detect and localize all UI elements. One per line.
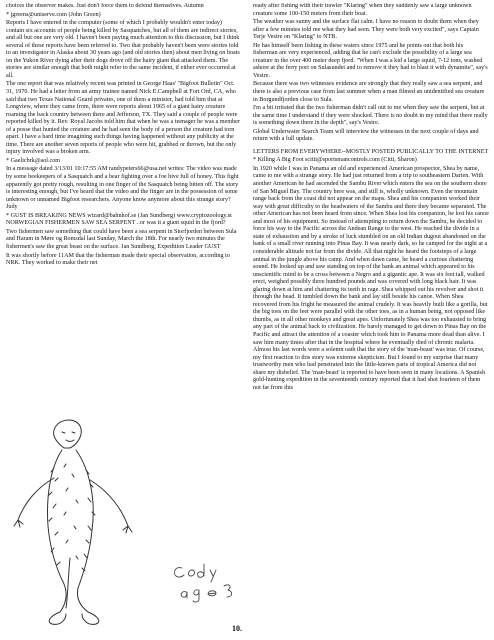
paragraph: It was shortly before 11AM that the fisherman made their special observation, according to NRK. They worked to make their net	[6, 252, 230, 267]
paragraph: Global Underwater Search Team will interview the witnesses in the next couple of days and return with a full update.	[253, 128, 479, 143]
paragraph: In a message dated 3/13/01 10:17:55 AM randypeters66@usa.net writes: The video was made by some beekeepers of a Sasquatch and a bear fighting over a foe hive full of honey. This fight apparently got pretty rough, resulting in one finger of the Sasquatch being bitten off. The story is interesting enough, but I've heard that the video and the finger are in the possession of some unknown or unnamed Bigfoot researchers. Anyone know anymore about this strange story? Judy	[6, 166, 239, 211]
paragraph: The weather was sunny and the surface flat calm. I have no reason to doubt them when they after a few minutes told me what they had seen. They were both very excited", says Captain Terje Vestre on "Klaring" to NTB.	[253, 19, 479, 41]
paragraph: * jgreens@uniserve.com (John Green)	[6, 11, 101, 18]
paragraph: Two fishermen saw something that could have been a sea serpent in Storfjorden between Sula and Haram in Møre og Romsdal last Sunday, March the 18th. For nearly two minutes the fishermen's saw the great beast on the surface. Jan Sundberg, Expedition Leader GUST	[6, 228, 237, 250]
left-text-column	[6, 3, 241, 411]
paragraph: Reports I have entered in the computer (some of which I probably wouldn't enter today) contain six accounts of people being killed by Sasquatches, but all of them are indirect stories, and all but one are very old. I haven't been paying much attention to this discussion, but I think several of these reports have been referred to. Two that probably haven't been were stories told to an investigator in Alaska about 30 years ago (and old stories then) about men living on boats on the Yukon River dying after their dogs drove off the hairy giant that attacked them. The stories are similar enough that both might refer to the same incident, if either ever occurred at all.	[6, 20, 240, 79]
paragraph: choices the observer makes. Just don't force them to defend themselves. Autumn	[6, 3, 204, 9]
paragraph: ready after fishing with their trawler "Klaring" when they suddenly saw a large unknown creature some 100-150 meters from their boat.	[253, 3, 472, 17]
right-text-column	[253, 3, 489, 635]
paragraph: * Killing A Big Foot scitti@sportsmancontrols.com (Citti, Sharon)	[253, 157, 417, 164]
section-heading: LETTERS FROM EVERYWHERE--MOSTLY POSTED PUBLICALLY TO THE INTERNET	[253, 148, 489, 155]
paragraph: In 1920 while I was in Panama an old and experienced American prospector, Shea by name, came to me with a strange story. He had just returned from a trip to southeastern Darien. With another American he had ascended the Sambu River which enters the sea on the southern shore of San Miguel Bay. The country here was, and still is, wholly unknown. Even the mountain range back from the coast did not appear on the maps. Shea and his companion worked their way with great difficulty to the headwaters of the Sambu and there they became separated. The other American has not been heard from since. When Shea lost his companion, he lost his canoe and most of his equipment. So instead of attempting to return down the Sambu, he decided to force his way to the Pacific across the Andean Range to the west. He reached the divide in a state of exhaustion and by a stroke of luck stumbled on an old Indian dugout abandoned on the bank of a small river running into Pinas Bay. It was nearly dark, so he camped for the night at a considerable altitude not far from the divide. All that night he heard the footsteps of a large animal in the jungle above his camp. And when dawn came, he heard a curious chattering sound. He looked up and saw standing on top of the bank an animal which appeared to his unscientific mind to be a cross between a Negro and a gigantic ape. It was six feet tall, walked erect, weighed possibly three hundred pounds and was covered with long black hair. It was glaring down at him and chattering its teeth in rage. Shea whipped out his revolver and shot it through the head. It tumbled down the bank and lay still beside his canoe. When Shea recovered from his fright he measured the animal crudely. It was heavily built like a gorilla, but the big toes on the feet were parallel with the other toes, as in a human being, not opposed like thumbs, as in all other monkeys and great apes. Unfortunately Shea was too exhausted to bring any part of the animal back to civilization. He barely managed to get down to Pinas Bay on the Pacific and attract the attention of a coaster which took him to Panama more dead than alive. I saw him many times after that in the hospital where he eventually died of chronic malaria. Almost his last words were a solemn oath that the story of the 'man-beast' was true. Of course, my first reaction to this story was extreme skepticism. But I found to my surprise that many trustworthy men who had penetrated into the little-known parts of tropical America did not share my disbelief. The 'man-beast' is reported to have been seen in many locations. A Spanish gold-hunting expedition in the seventeenth century reported that it had shot fourteen of them not far from this	[253, 165, 489, 391]
child-drawing-bigfoot	[6, 408, 242, 636]
artist-signature	[174, 564, 231, 602]
paragraph: Because there was two witnesses evidence are strongly that they really saw a sea serpent, and there is also a previous case from last summer when a man filmed an unidentified sea creature in Borgundfjorden close to Sula.	[253, 81, 485, 103]
paragraph: The one report that was relatively recent was printed in George Haas' "Bigfoot Bulletin" Oct. 31, 1970. He had a letter from an army trainee named Nick E.Campbell at Fort Ord, CA, who said that two Texas National Guard privates, one of them a minister, had told him that at Longview, where they came from, there were reports about 1965 of a giant hairy creature roaming the back country between there and Jefferson, TX. They said a couple of people were reported killed by it. Rev. Royal Jacobs told him that when he was a teenager he was a member of a posse that hunted the creature and he had seen the body of a person the creature had torn apart. I have a hard time imagining such things having happened without any publicity at the time. There are another seven reports of people who were hit, grabbed or thrown, but the only injury involved was a broken arm.	[6, 81, 240, 156]
paragraph: * GUST IS BREAKING NEWS wizard@bahnhof.se (Jan Sundberg) www.cryptozoology.st NORWEGIAN FISHERMEN SAW SEA SERPENT ..or was it a giant squid in the fjord?	[6, 212, 232, 227]
page-number: 10.	[232, 624, 242, 633]
paragraph: I'm a bit irritated that the two fisherman didn't call out to me when they saw the serpent, but at the same time I understand if they were shocked. There is no doubt in my mind that there really is something down there in the depth", say's Vestre.	[253, 105, 488, 127]
paragraph: He has himself been fishing in these waters since 1975 and he points out that both his fisherman are very experienced, adding that he can't exclude the possibility of a large sea creature in the over 400 meter deep fjord. "When I was a kid a large squid, 7-12 tons, washed ashore at the ferry port on Sulasundet and to remove it they had to blast it with dynamite", say's Vestre.	[253, 42, 488, 79]
paragraph: * Gaelicbrk@aol.com	[6, 157, 61, 164]
